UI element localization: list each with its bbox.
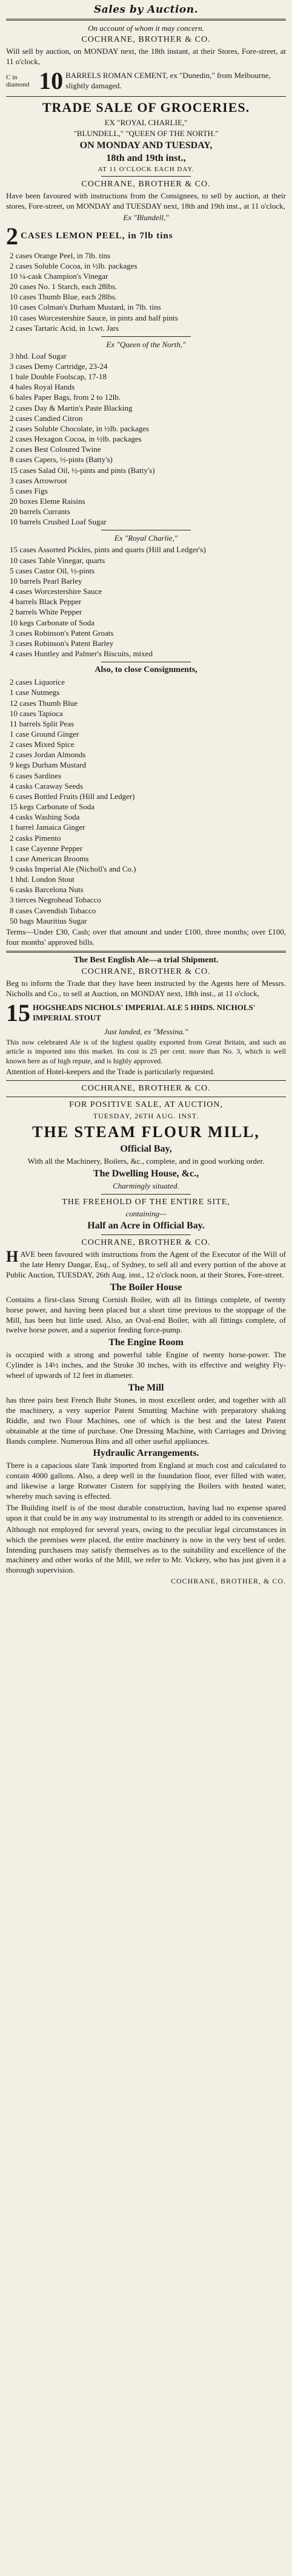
list-item: 1 case Nutmegs	[10, 688, 60, 697]
masthead-rule	[6, 19, 286, 21]
lot-description: CASES LEMON PEEL, in 7lb tins	[21, 230, 173, 241]
list-item: 2 cases Best Coloured Twine	[10, 445, 101, 454]
masthead: Sales by Auction.	[93, 4, 199, 16]
ale-description: This now celebrated Ale is of the highest quality exported from Great Britain, and such an article is imported into this market. Its cost is 25 per cent. more than No. 3, which is well known here as of high repute, and is highly approved.	[6, 1037, 286, 1065]
queen-heading: Ex "Queen of the North,"	[106, 339, 186, 349]
list-item: 5 cases Figs	[10, 486, 48, 495]
ale-title: The Best English Ale—a trial Shipment.	[73, 955, 219, 965]
notice-cement-heading: On account of whom it may concern.	[88, 24, 204, 33]
list-item: 9 kegs Durham Mustard	[10, 760, 87, 770]
flourmill-freehold: THE FREEHOLD OF THE ENTIRE SITE,	[62, 1198, 230, 1207]
flourmill-positive: FOR POSITIVE SALE, AT AUCTION,	[69, 1100, 223, 1110]
notice-cement-firm: COCHRANE, BROTHER & CO.	[81, 35, 211, 44]
flourmill-date: TUESDAY, 26TH AUG. INST.	[93, 1112, 199, 1121]
blundell-heading: Ex "Blundell,"	[123, 212, 169, 222]
list-item: 2 cases Mixed Spice	[10, 740, 75, 749]
list-item: 10 cases Tapioca	[10, 708, 63, 718]
list-item: 20 barrels Currants	[10, 507, 70, 517]
list-item: 4 bales Royal Hands	[10, 382, 75, 392]
grocery-intro: Have been favoured with instructions from the Consignees, to sell by auction, at their stores, Fore-street, on MONDAY and TUESDAY next, 18th and 19th inst., at 11 o'clock,	[6, 191, 286, 210]
list-item: 6 bales Paper Bags, from 2 to 12lb.	[10, 393, 121, 402]
engine-text: is occupied with a strong and powerful table Engine of twenty horse-power. The Cylinder is 14½ inches, and the Stroke 30 inches, with its effective and weighty Fly-wheel of upwards of 12 feet in diameter.	[6, 1350, 286, 1380]
mill-text: has three pairs best French Buhr Stones, in most excellent order, and together with all the machinery, a very superior Patent Smutting Machine with preparatory shaking Riddle, and two Flour Machines, one of which is the best and the latest Patent obtainable at the time of purchase. One Dressing Machine, with Carriages and Driving Bands complete. Numerous Bins and all other useful appliances.	[6, 1395, 286, 1446]
lot-number: 15	[6, 999, 30, 1026]
flourmill-intro	[6, 1250, 286, 1280]
charlie-heading: Ex "Royal Charlie,"	[114, 533, 178, 543]
grocery-terms: Terms—Under £30, Cash; over that amount and under £100, three months; over £100, four months' approved bills.	[6, 927, 286, 947]
list-item: 3 cases Demy Cartridge, 23-24	[10, 361, 108, 371]
list-item: 10 cases Colman's Durham Mustard, in 7lb. tins	[10, 302, 161, 312]
flourmill-acre: Half an Acre in Official Bay.	[87, 1221, 205, 1231]
short-rule	[101, 176, 191, 177]
list-item: 2 cases Soluble Chocolate, in ½lb. packages	[10, 423, 149, 433]
grocery-time: AT 11 O'CLOCK EACH DAY.	[98, 165, 194, 173]
flourmill-title: THE STEAM FLOUR MILL,	[32, 1123, 260, 1141]
ale-firm: COCHRANE, BROTHER & CO.	[81, 967, 211, 976]
list-item: 4 casks Washing Soda	[10, 812, 80, 822]
list-item: 2 cases Jordan Almonds	[10, 750, 86, 760]
list-item: 20 cases No. 1 Starch, each 28lbs.	[10, 282, 118, 292]
flourmill-house-note: Charmingly situated.	[113, 1181, 179, 1191]
list-item: 2 cases Orange Peel, in 7lb. tins	[10, 250, 111, 260]
hydraulic-heading: Hydraulic Arrangements.	[93, 1448, 199, 1459]
list-item: 6 cases Sardines	[10, 771, 62, 780]
list-item: 1 case Ground Ginger	[10, 729, 79, 739]
consign-items	[6, 677, 286, 926]
list-item: 15 cases Assorted Pickles, pints and quarts (Hill and Ledger's)	[10, 545, 206, 555]
list-item: 10 ¼-cask Champion's Vinegar	[10, 271, 108, 281]
flourmill-containing: containing—	[125, 1209, 167, 1219]
charlie-items	[6, 544, 286, 659]
ale-lot	[6, 1001, 286, 1025]
list-item: 15 cases Salad Oil, ½-pints and pints (Batty's)	[10, 465, 155, 475]
ale-intro: Beg to inform the Trade that they have been instructed by the Agents here of Messrs. Nicholls and Co., to sell at Auction, on MONDAY next, 18th inst., at 11 o'clock,	[6, 978, 286, 998]
engine-heading: The Engine Room	[108, 1337, 184, 1348]
list-item: 2 cases Day & Martin's Paste Blacking	[10, 403, 133, 412]
list-item: 1 case American Brooms	[10, 853, 89, 863]
drop-cap: H	[6, 1248, 19, 1266]
signature: COCHRANE, BROTHER, & CO.	[170, 1577, 286, 1586]
list-item: 8 cases Cavendish Tobacco	[10, 905, 96, 915]
list-item: 4 cases Worcestershire Sauce	[10, 587, 102, 596]
building-text: The Building itself is of the most durable construction, having had no expense spared upon it that could be in any way instrumental to its strength or added to its convenience.	[6, 1502, 286, 1522]
list-item: 10 barrels Crushed Loaf Sugar	[10, 517, 107, 527]
short-rule	[101, 1234, 191, 1235]
grocery-ex-line2: "BLUNDELL," "QUEEN OF THE NORTH."	[73, 128, 219, 138]
closing-text: Although not employed for several years, owing to the peculiar legal circumstances in which the premises were placed, the entire machinery is now in the very best of order. Intending purchasers may satisfy themselves as to the suitability and excellence of the machinery and other works of the Mill, we refer to Mr. Vickery, who has just given it a thorough supervision.	[6, 1524, 286, 1575]
notice-cement-body: Will sell by auction, on MONDAY next, the 18th instant, at their Stores, Fore-street, at 11 o'clock,	[6, 47, 286, 66]
list-item: 3 tierces Negrohead Tobacco	[10, 895, 101, 905]
list-item: 4 barrels Black Pepper	[10, 597, 82, 607]
flourmill-with: With all the Machinery, Boilers, &c., complete, and in good working order.	[27, 1156, 265, 1166]
list-item: 9 casks Imperial Ale (Nicholl's and Co.)	[10, 864, 136, 873]
ale-attention: Attention of Hotel-keepers and the Trade is particularly requested.	[6, 1067, 215, 1077]
list-item: 1 barrel Jamaica Ginger	[10, 823, 85, 832]
ale-landed: Just landed, ex "Messina."	[104, 1026, 188, 1036]
short-rule	[101, 336, 191, 337]
lot-number: 2	[6, 222, 18, 250]
lot-description: BARRELS ROMAN CEMENT, ex "Dunedin," from Melbourne, slightly damaged.	[65, 70, 271, 90]
list-item: 1 hhd. London Stout	[10, 875, 75, 884]
list-item: 20 boxes Eleme Raisins	[10, 497, 85, 506]
ale-sale	[6, 956, 286, 1077]
blundell-items	[6, 250, 286, 333]
list-item: 10 cases Table Vinegar, quarts	[10, 555, 105, 565]
list-item: 6 cases Bottled Fruits (Hill and Ledger)	[10, 791, 135, 801]
mill-heading: The Mill	[128, 1382, 164, 1393]
lot-number: 10	[39, 67, 64, 94]
grocery-firm: COCHRANE, BROTHER & CO.	[81, 179, 211, 189]
list-item: 3 cases Robinson's Patent Groats	[10, 628, 114, 637]
list-item: 4 casks Caraway Seeds	[10, 781, 83, 791]
boiler-heading: The Boiler House	[110, 1282, 182, 1293]
blundell-lot	[6, 224, 286, 249]
list-item: 10 cases Worcestershire Sauce, in pints and half pints	[10, 313, 178, 322]
list-item: 3 cases Arrowroot	[10, 475, 67, 485]
list-item: 2 barrels White Pepper	[10, 607, 82, 617]
list-item: 8 cases Capers, ½-pints (Batty's)	[10, 455, 113, 465]
list-item: 15 kegs Carbonate of Soda	[10, 802, 95, 812]
notice-cement	[6, 24, 286, 93]
list-item: 12 cases Thumb Blue	[10, 698, 78, 708]
queen-items	[6, 351, 286, 527]
list-item: 10 cases Thumb Blue, each 28lbs.	[10, 292, 118, 302]
boiler-text: Contains a first-class Strong Cornish Boiler, with all its fittings complete, of twenty horse power, and having been placed but a short time previous to the stoppage of the Mill, has been but little used. Also, an Oval-end Boiler, with all fittings complete, of twelve horse power, and a superior feeding force-pump.	[6, 1294, 286, 1335]
divider	[6, 951, 286, 953]
divider	[6, 1080, 286, 1081]
divider	[6, 96, 286, 97]
list-item: 1 bale Double Foolscap, 17-18	[10, 372, 107, 382]
list-item: 2 cases Tartaric Acid, in 1cwt. Jars	[10, 323, 119, 333]
list-item: 2 casks Pimento	[10, 833, 61, 843]
list-item: 2 cases Liquorice	[10, 677, 65, 687]
hydraulic-text: There is a capacious slate Tank imported from England at much cost and calculated to contain 4000 gallons. Also, a deep well in the foundation floor, ever filled with water, and likewise a large Rotwater Cistern for supplying the Boilers with heated water, whereby much saving is effected.	[6, 1461, 286, 1501]
list-item: 50 bags Mauritius Sugar	[10, 916, 87, 925]
grocery-ex-line: EX "ROYAL CHARLIE,"	[104, 117, 188, 127]
grocery-date1: ON MONDAY AND TUESDAY,	[79, 140, 213, 151]
grocery-title: TRADE SALE OF GROCERIES.	[42, 99, 250, 115]
list-item: 10 barrels Pearl Barley	[10, 576, 82, 585]
flourmill-firm-top: COCHRANE, BROTHER & CO.	[81, 1084, 211, 1094]
short-rule	[101, 1194, 191, 1195]
list-item: 11 barrels Split Peas	[10, 719, 75, 728]
flourmill-intro-text: AVE been favoured with instructions from the Agent of the Executor of the Will of the late Henry Dangar, Esq., of Sydney, to sell all and every portion of the above at Public Auction, TUESDAY, 26th Aug. inst., 12 o'clock noon, at their Stores, Fore-street.	[6, 1250, 286, 1279]
notice-cement-lot	[6, 69, 286, 93]
flourmill-place: Official Bay,	[120, 1144, 172, 1155]
consign-heading: Also, to close Consignments,	[95, 665, 197, 675]
grocery-date2: 18th and 19th inst.,	[106, 152, 186, 163]
list-item: 5 cases Castor Oil, ½-pints	[10, 566, 95, 575]
list-item: 4 cases Huntley and Palmer's Biscuits, mixed	[10, 649, 153, 659]
list-item: 2 cases Soluble Cocoa, in ½lb. packages	[10, 261, 138, 270]
flourmill-sale	[6, 1100, 286, 1586]
list-item: 6 casks Barcelona Nuts	[10, 885, 84, 895]
list-item: 1 case Cayenne Pepper	[10, 843, 83, 853]
list-item: 10 kegs Carbonate of Soda	[10, 618, 95, 627]
flourmill-house: The Dwelling House, &c.,	[93, 1169, 199, 1179]
flourmill-firm: COCHRANE, BROTHER & CO.	[81, 1238, 211, 1248]
grocery-sale	[6, 100, 286, 948]
diamond-mark: C in diamond	[6, 73, 30, 88]
list-item: 2 cases Hexagon Cocoa, in ½lb. packages	[10, 434, 142, 444]
lot-description: HOGSHEADS NICHOLS' IMPERIAL ALE 5 HHDS. NICHOLS' IMPERIAL STOUT	[33, 1002, 256, 1022]
list-item: 2 cases Candied Citron	[10, 413, 83, 423]
list-item: 3 hhd. Loaf Sugar	[10, 351, 67, 360]
list-item: 3 cases Robinson's Patent Barley	[10, 638, 114, 648]
